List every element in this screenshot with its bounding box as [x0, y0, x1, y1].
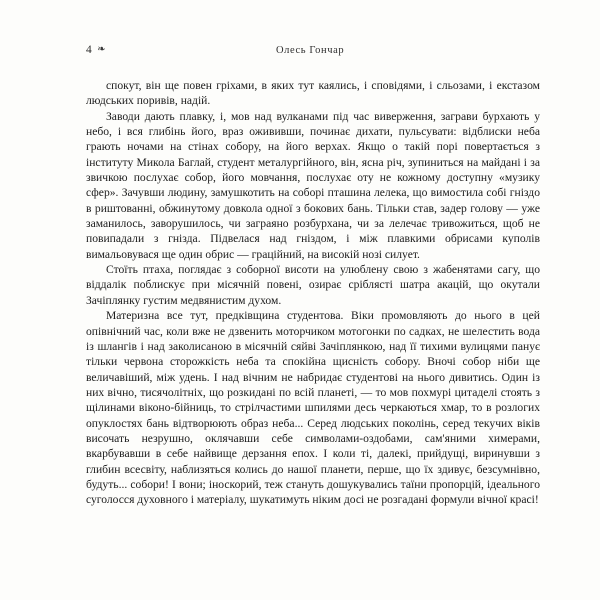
page-header	[86, 44, 540, 60]
ornament-icon: ❧	[97, 44, 107, 55]
paragraph: Стоїть птаха, поглядає з соборної висоти на улюблену свою з жабенятами сагу, що віддалік поблискує при місячній повені, озирає сріблясті шатра акацій, що окутали Зачіплянку густим медвянистим духом.	[86, 263, 540, 307]
body-text	[86, 78, 540, 508]
running-title: Олесь Гончар	[275, 45, 345, 56]
paragraph: Заводи дають плавку, і, мов над вулканами під час виверження, заграви бурхають у небо, і вся глибінь його, враз ожививши, починає дихати, пульсувати: відблиски неба грають ночами на стінах собору, на його верхах. Якщо о такій порі повертається з інституту Микола Баглай, студент металургійного, він, ясна річ, зупиниться на майдані і за звичкою послухає собор, його мовчання, послухає оту не кожному доступну «музику сфер». Зачувши людину, замушкотить на соборі пташина лелека, що вимостила собі гніздо в риштованні, обжинутому довкола одної з бокових бань. Тільки став, задер голову — уже заманилось, заворушилось, чи заграяно розбурхана, чи за лелечає тривожиться, щоб не повипадали з гнізда. Підвелася над гніздом, і між плавкими обрисами куполів вимальовувася ще один обрис — граційний, на високій нозі силует.	[86, 109, 540, 261]
page-number-value: 4	[86, 44, 93, 56]
paragraph: Материзна все тут, предківщина студентова. Віки промовляють до нього в цей опівнічний час, коли вже не дзвенить моторчиком мотогонки по садках, не шелестить вода із шлангів і над заколисаною в місячній сяйві Зачіплянкою, над її тихими вулицями панує тільки червона сторожкість неба та спокійна щиcність собору. Вночі собор ніби ще величавіший, між удень. І над вічним не набридає студентові на нього дивитись. Один із них вічно, тисячолітніх, що розкидані по всій планеті, — то мов похмурі цитаделі стоять з щілинами віконо-бійниць, то стрілчастими шпилями десь черкаються хмар, то в розлогих опуклостях бань відтворюють образ неба... Серед людських поколінь, серед текучих віків височать незрушно, оклячавши себе символами-оздобами, сам'яними химерами, вкарбувавши в себе найвище дерзання епох. І коли ті, далекі, прийдущі, виринувши з глибин всесвіту, наблизяться колись до нашої планети, перше, що їх здивує, безсумнівно, будуть... собори! І вони; іноскорий, теж стануть дошукувались таїни пропорцій, ідеального суголосся духовного і матеріалу, шукатимуть ніким досі не розгадані формули вічної красі!	[86, 309, 540, 507]
page-number	[86, 44, 106, 56]
paragraph: спокут, він ще повен гріхами, в яких тут каялись, і сповідями, і сльозами, і екстазом людських поривів, надій.	[86, 79, 540, 108]
